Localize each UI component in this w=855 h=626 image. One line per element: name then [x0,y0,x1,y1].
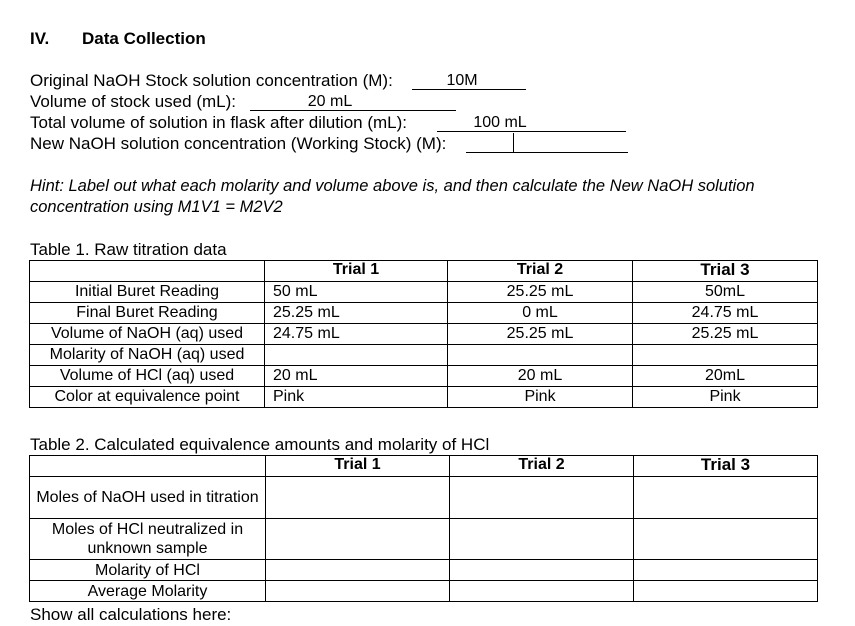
cell-trial-2[interactable]: Pink [448,387,633,408]
field-label-total-volume: Total volume of solution in flask after dilution (mL): [30,113,408,132]
header-trial-3: Trial 3 [633,261,818,282]
cell-trial-2[interactable]: 20 mL [448,366,633,387]
raw-titration-table [29,260,818,408]
cell-trial-3[interactable]: 25.25 mL [633,324,818,345]
cell-trial-1[interactable]: 50 mL [265,282,448,303]
cell-trial-2[interactable] [450,581,634,602]
row-label: Initial Buret Reading [30,282,265,303]
table-row [30,345,818,366]
cell-trial-3[interactable] [634,560,818,581]
cell-trial-2[interactable] [448,345,633,366]
field-label-new-concentration: New NaOH solution concentration (Working Stock) (M): [30,134,447,153]
section-heading [30,29,206,49]
cell-trial-3[interactable]: 50mL [633,282,818,303]
row-label: Average Molarity [30,581,266,602]
cell-trial-1[interactable] [266,560,450,581]
table-row [30,519,818,560]
text-cursor [513,133,514,152]
calculated-amounts-table [29,455,818,602]
cell-trial-1[interactable] [266,581,450,602]
cell-trial-1[interactable]: 20 mL [265,366,448,387]
row-label: Moles of HCl neutralized in unknown sample [30,519,266,560]
field-underline [466,152,628,153]
cell-trial-3[interactable]: 20mL [633,366,818,387]
table-row [30,366,818,387]
table-row [30,303,818,324]
header-blank [30,261,265,282]
table-row [30,560,818,581]
table-row [30,282,818,303]
cell-trial-3[interactable] [634,519,818,560]
table2-caption: Table 2. Calculated equivalence amounts and molarity of HCl [30,435,490,454]
section-title: Data Collection [82,29,206,48]
table-header-row [30,456,818,477]
cell-trial-3[interactable] [634,477,818,519]
cell-trial-3[interactable]: Pink [633,387,818,408]
table-row [30,581,818,602]
cell-trial-1[interactable]: 25.25 mL [265,303,448,324]
field-value-volume-stock[interactable]: 20 mL [307,93,353,110]
row-label: Color at equivalence point [30,387,265,408]
row-label: Final Buret Reading [30,303,265,324]
field-value-stock-concentration[interactable]: 10M [446,72,478,89]
cell-trial-1[interactable] [266,477,450,519]
cell-trial-1[interactable]: Pink [265,387,448,408]
row-label: Moles of NaOH used in titration [30,477,266,519]
cell-trial-2[interactable]: 25.25 mL [448,282,633,303]
field-value-total-volume[interactable]: 100 mL [473,114,527,131]
field-label-stock-concentration: Original NaOH Stock solution concentration (M): [30,71,393,90]
table-row [30,387,818,408]
table-header-row [30,261,818,282]
table-row [30,477,818,519]
table1-caption: Table 1. Raw titration data [30,240,227,259]
row-label: Volume of NaOH (aq) used [30,324,265,345]
cell-trial-1[interactable]: 24.75 mL [265,324,448,345]
cell-trial-2[interactable]: 25.25 mL [448,324,633,345]
cell-trial-3[interactable] [634,581,818,602]
row-label: Molarity of NaOH (aq) used [30,345,265,366]
header-trial-1: Trial 1 [265,261,448,282]
cell-trial-2[interactable]: 0 mL [448,303,633,324]
cell-trial-3[interactable] [633,345,818,366]
cell-trial-2[interactable] [450,560,634,581]
field-label-volume-stock: Volume of stock used (mL): [30,92,236,111]
table-row [30,324,818,345]
row-label: Molarity of HCl [30,560,266,581]
cell-trial-2[interactable] [450,477,634,519]
cell-trial-1[interactable] [266,519,450,560]
header-blank [30,456,266,477]
header-trial-1: Trial 1 [266,456,450,477]
calculations-prompt: Show all calculations here: [30,605,232,624]
header-trial-3: Trial 3 [634,456,818,477]
hint-text: Hint: Label out what each molarity and volume above is, and then calculate the New NaOH solution concentration using M1V1 = M2V2 [30,177,755,216]
header-trial-2: Trial 2 [450,456,634,477]
cell-trial-2[interactable] [450,519,634,560]
row-label: Volume of HCl (aq) used [30,366,265,387]
cell-trial-1[interactable] [265,345,448,366]
cell-trial-3[interactable]: 24.75 mL [633,303,818,324]
section-number: IV. [30,29,50,48]
header-trial-2: Trial 2 [448,261,633,282]
